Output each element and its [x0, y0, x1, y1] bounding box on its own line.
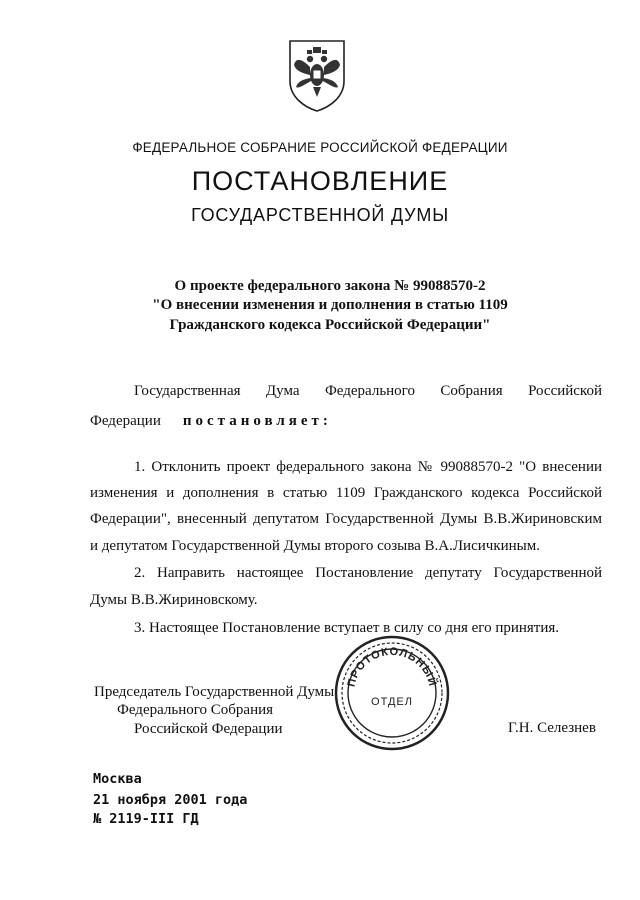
signature-title-line-2: Федерального Собрания	[117, 702, 274, 718]
subject-line-3: Гражданского кодекса Российской Федерации"	[169, 317, 491, 333]
paragraph-2-line-1: 2. Направить настоящее Постановление депутату Государственной	[134, 565, 602, 581]
paragraph-1-line-4: и депутатом Государственной Думы второго созыва В.А.Лисичкиным.	[90, 538, 540, 554]
stamp-center-text: ОТДЕЛ	[371, 696, 413, 708]
resolves-word: постановляет:	[182, 413, 332, 429]
stamp-top-text: ПРОТОКОЛЬНЫЙ	[345, 645, 439, 689]
intro-line-2	[90, 411, 602, 431]
coat-of-arms-icon	[284, 37, 350, 113]
intro-line-1: Государственная Дума Федерального Собрания Российской	[134, 383, 602, 399]
paragraph-1-line-2: изменения и дополнения в статью 1109 Гражданского кодекса Российской	[90, 485, 602, 501]
document-number: № 2119-III ГД	[93, 811, 199, 827]
svg-text:ПРОТОКОЛЬНЫЙ	[345, 646, 439, 688]
paragraph-1-line-1: 1. Отклонить проект федерального закона № 99088570-2 "О внесении	[134, 459, 602, 475]
intro-word: Федерации	[90, 413, 161, 429]
date: 21 ноября 2001 года	[93, 792, 248, 808]
subject-line-2: "О внесении изменения и дополнения в статью 1109	[152, 297, 508, 313]
signer-name: Г.Н. Селезнев	[508, 720, 596, 736]
document-type: ПОСТАНОВЛЕНИЕ	[191, 166, 449, 196]
city: Москва	[93, 771, 142, 787]
assembly-title: ФЕДЕРАЛЬНОЕ СОБРАНИЕ РОССИЙСКОЙ ФЕДЕРАЦИИ	[132, 140, 508, 155]
signature-title-line-1: Председатель Государственной Думы	[94, 684, 335, 700]
signature-title-line-3: Российской Федерации	[134, 721, 283, 737]
issuer-title: ГОСУДАРСТВЕННОЙ ДУМЫ	[191, 205, 449, 225]
protocol-department-stamp	[332, 633, 452, 753]
paragraph-3: 3. Настоящее Постановление вступает в силу со дня его принятия.	[134, 620, 560, 636]
subject-line-1: О проекте федерального закона № 99088570-2	[174, 278, 486, 294]
paragraph-1-line-3: Федерации", внесенный депутатом Государственной Думы В.В.Жириновским	[90, 511, 602, 527]
paragraph-2-line-2: Думы В.В.Жириновскому.	[90, 592, 258, 608]
